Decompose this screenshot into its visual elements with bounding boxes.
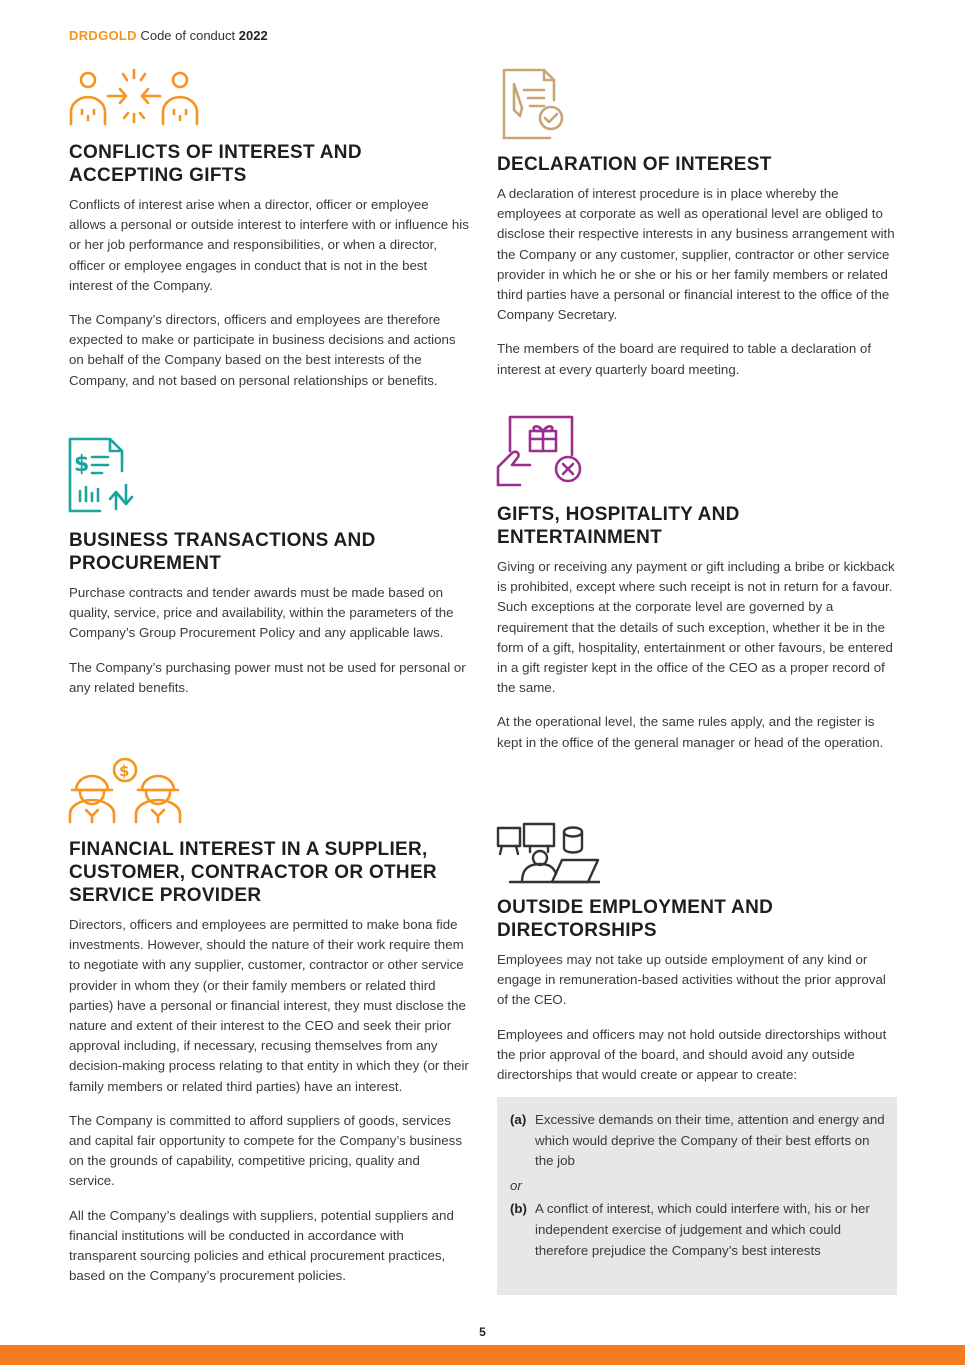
section-declaration — [497, 153, 897, 394]
section-financial-interest — [69, 838, 469, 1300]
paragraph: The Company’s purchasing power must not be used for personal or any related benefits. — [69, 659, 466, 695]
section-title: DECLARATION OF INTEREST — [497, 154, 772, 175]
paragraph: The members of the board are required to table a declaration of interest at every quarterly board meeting. — [497, 341, 872, 377]
section-title: BUSINESS TRANSACTIONS AND PROCUREMENT — [69, 530, 376, 574]
footer-bar — [0, 1345, 965, 1365]
document-check-icon — [496, 66, 566, 140]
section-title: FINANCIAL INTEREST IN A SUPPLIER, CUSTOMER, CONTRACTOR OR OTHER SERVICE PROVIDER — [69, 839, 437, 906]
remote-work-icon — [496, 822, 600, 884]
section-business — [69, 529, 469, 712]
workers-money-icon — [68, 756, 182, 824]
paragraph: Conflicts of interest arise when a director, officer or employee allows a personal or outside interest to interfere with or influence his or her job performance and responsibilities, or when a director, officer or employee engages in conduct that is not in the best interest of the Company. — [69, 197, 469, 293]
page-number: 5 — [479, 1325, 486, 1339]
svg-text:$: $ — [74, 452, 90, 477]
section-conflicts — [69, 141, 469, 405]
section-title: CONFLICTS OF INTEREST AND ACCEPTING GIFTS — [69, 142, 362, 186]
paragraph: At the operational level, the same rules apply, and the register is kept in the office of the general manager or head of the operation. — [497, 714, 884, 750]
section-title: GIFTS, HOSPITALITY AND ENTERTAINMENT — [497, 504, 740, 548]
item-text: Excessive demands on their time, attention and energy and which would deprive the Company of their best efforts on the job — [535, 1112, 885, 1169]
paragraph: The Company is committed to afford suppliers of goods, services and capital fair opportunity to compete for the Company’s business on the grounds of capability, competitive pricing, quality and service. — [69, 1112, 462, 1189]
document-title: Code of conduct — [140, 28, 236, 43]
paragraph: Purchase contracts and tender awards must be made based on quality, service, price and availability, within the parameters of the Company’s Group Procurement Policy and any applicable laws. — [69, 585, 454, 641]
financial-document-icon — [68, 437, 136, 515]
section-outside-employment — [497, 896, 897, 1099]
paragraph: The Company’s directors, officers and employees are therefore expected to make or participate in business decisions and actions on behalf of the Company based on the best interests of the Company, and not based on personal relationships or benefits. — [69, 312, 456, 388]
svg-text:$: $ — [119, 762, 130, 780]
paragraph: A declaration of interest procedure is in place whereby the employees at corporate as well as operational level are obliged to disclose their respective interests in any business arrangement with the Company or any customer, supplier, contractor or other service provider in which he or she or his or her family members or related third parties have a personal or financial interest to the office of the Company Secretary. — [497, 186, 895, 323]
paragraph: Employees may not take up outside employment of any kind or engage in remuneration-based activities without the prior approval of the CEO. — [497, 952, 886, 1008]
people-exchange-icon — [68, 66, 200, 128]
item-label: (b) — [510, 1201, 527, 1217]
paragraph: Employees and officers may not hold outside directorships without the prior approval of the board, and should avoid any outside directorships that would create or appear to create: — [497, 1026, 887, 1083]
paragraph: Directors, officers and employees are permitted to make bona fide investments. However, should the nature of their work require them to negotiate with any supplier, customer, contractor or other service provider in whom they (or their family members or related third parties) have a personal or financial interest, they must disclose the nature and extent of their interest to the CEO and seek their prior approval including, if necessary, recusing themselves from any decision-making process relating to that entity in which they (or their family members or related third parties) have an interest. — [69, 917, 469, 1094]
paragraph: Giving or receiving any payment or gift including a bribe or kickback is prohibited, except where such receipt is not in return for a favour. Such exceptions at the corporate level are governed by a requirement that the details of such exception, whether it be in the form of a gift, hospitality, entertainment or other favours, be entered in a gift register kept in the office of the CEO as a proper record of the same. — [497, 559, 895, 696]
list-item — [510, 1199, 887, 1261]
section-gifts — [497, 503, 897, 767]
section-title: OUTSIDE EMPLOYMENT AND DIRECTORSHIPS — [497, 897, 774, 941]
document-year: 2022 — [238, 28, 268, 43]
item-label: (a) — [510, 1112, 527, 1127]
gift-declined-icon — [496, 415, 586, 487]
directorship-conditions-box — [497, 1097, 897, 1295]
page-header — [69, 28, 268, 43]
list-item — [510, 1110, 887, 1172]
connector-text: or — [510, 1178, 522, 1194]
item-text: A conflict of interest, which could interfere with, his or her independent exercise of judgement and which could therefore prejudice the Company’s best interests — [535, 1201, 870, 1258]
brand-logo: DRDGOLD — [69, 28, 137, 43]
paragraph: All the Company’s dealings with suppliers, potential suppliers and financial institutions will be conducted in accordance with transparent sourcing policies and ethical procurement practices, based on the Company’s procurement policies. — [69, 1207, 454, 1284]
